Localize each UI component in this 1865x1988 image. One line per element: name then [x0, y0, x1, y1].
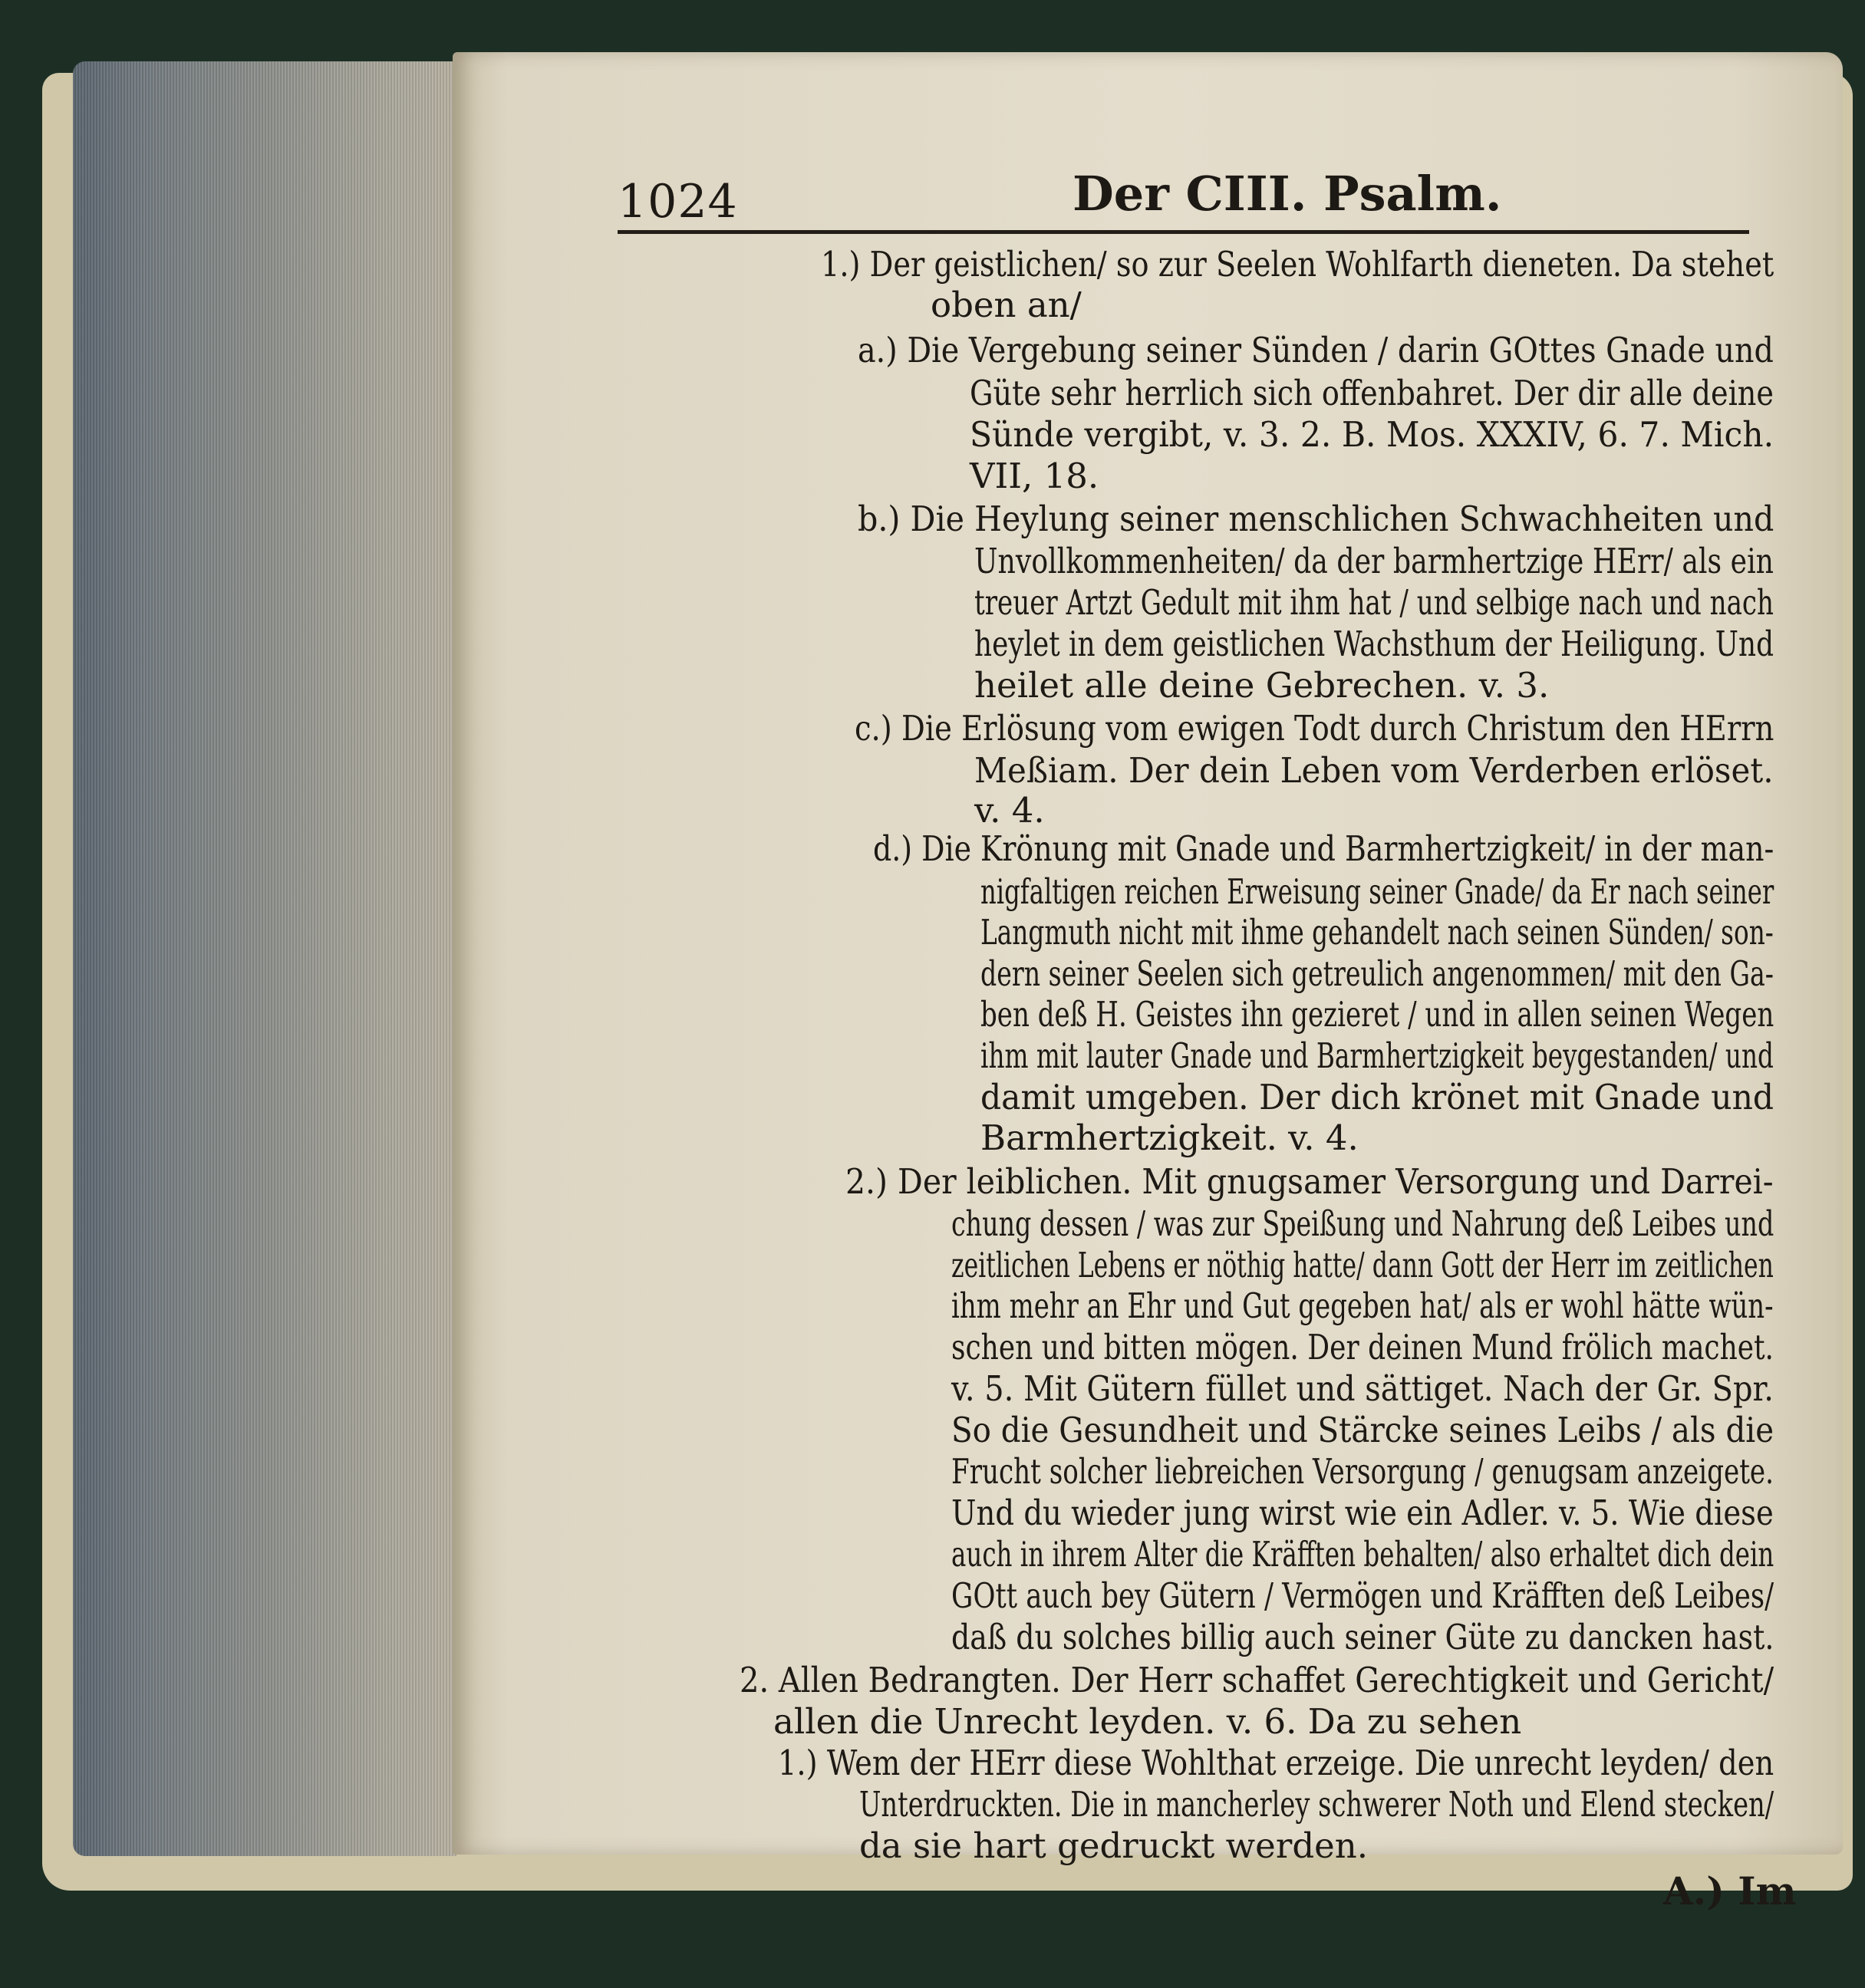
- text-line: damit umgeben. Der dich krönet mit Gnade und: [980, 1077, 1774, 1117]
- text-line: VII, 18.: [970, 456, 1099, 496]
- text-line: 2. Allen Bedrangten. Der Herr schaffet Gerechtigkeit und Gericht/: [740, 1660, 1774, 1700]
- text-line: ihm mehr an Ehr und Gut gegeben hat/ als er wohl hätte wün-: [951, 1285, 1774, 1326]
- text-line: allen die Unrecht leyden. v. 6. Da zu sehen: [773, 1701, 1522, 1742]
- text-line: Sünde vergibt, v. 3. 2. B. Mos. XXXIV, 6. 7. Mich.: [970, 414, 1774, 455]
- text-line: v. 5. Mit Gütern füllet und sättiget. Nach der Gr. Spr.: [951, 1368, 1774, 1409]
- text-line: Und du wieder jung wirst wie ein Adler. v. 5. Wie diese: [951, 1493, 1774, 1533]
- text-line: 1.) Der geistlichen/ so zur Seelen Wohlfarth dieneten. Da stehet: [821, 244, 1774, 285]
- text-line: Barmhertzigkeit. v. 4.: [980, 1117, 1359, 1158]
- text-line: ben deß H. Geistes ihn gezieret / und in allen seinen Wegen: [980, 994, 1774, 1035]
- text-line: v. 4.: [974, 790, 1045, 831]
- text-line: treuer Artzt Gedult mit ihm hat / und selbige nach und nach: [974, 582, 1774, 623]
- text-line: Unterdruckten. Die in mancherley schwerer Noth und Elend stecken/: [859, 1784, 1774, 1825]
- book-page: [453, 52, 1843, 1914]
- text-line: 1.) Wem der HErr diese Wohlthat erzeige. Die unrecht leyden/ den: [778, 1743, 1774, 1783]
- text-line: 2.) Der leiblichen. Mit gnugsamer Versorgung und Darrei-: [845, 1161, 1774, 1202]
- running-head: Der CIII. Psalm.: [1073, 166, 1502, 222]
- text-line: ihm mit lauter Gnade und Barmhertzigkeit beygestanden/ und: [980, 1035, 1774, 1076]
- text-line: oben an/: [931, 285, 1082, 325]
- text-line: heilet alle deine Gebrechen. v. 3.: [974, 665, 1550, 706]
- text-line: heylet in dem geistlichen Wachsthum der Heiligung. Und: [974, 624, 1774, 664]
- text-line: b.) Die Heylung seiner menschlichen Schwachheiten und: [858, 499, 1774, 539]
- page-number: 1024: [618, 175, 738, 229]
- text-line: Unvollkommenheiten/ da der barmhertzige HErr/ als ein: [974, 541, 1774, 581]
- text-line: a.) Die Vergebung seiner Sünden / darin GOttes Gnade und: [858, 330, 1774, 370]
- text-line: schen und bitten mögen. Der deinen Mund frölich machet.: [951, 1327, 1774, 1368]
- text-line: nigfaltigen reichen Erweisung seiner Gnade/ da Er nach seiner: [980, 871, 1774, 912]
- text-line: chung dessen / was zur Speißung und Nahrung deß Leibes und: [951, 1203, 1774, 1244]
- text-line: daß du solches billig auch seiner Güte zu dancken hast.: [951, 1617, 1774, 1657]
- text-line: Langmuth nicht mit ihme gehandelt nach seinen Sünden/ son-: [980, 912, 1774, 953]
- text-line: GOtt auch bey Gütern / Vermögen und Kräfften deß Leibes/: [951, 1575, 1774, 1616]
- text-line: Frucht solcher liebreichen Versorgung / genugsam anzeigete.: [951, 1451, 1774, 1492]
- page-fore-edge: [73, 61, 456, 1856]
- text-line: So die Gesundheit und Stärcke seines Leibs / als die: [951, 1410, 1774, 1450]
- text-line: da sie hart gedruckt werden.: [859, 1825, 1369, 1866]
- catchword: A.) Im: [1663, 1868, 1797, 1914]
- text-line: d.) Die Krönung mit Gnade und Barmhertzigkeit/ in der man-: [873, 828, 1774, 869]
- text-line: c.) Die Erlösung vom ewigen Todt durch Christum den HErrn: [855, 708, 1774, 749]
- text-line: Güte sehr herrlich sich offenbahret. Der dir alle deine: [970, 373, 1774, 413]
- header-rule: [618, 230, 1749, 234]
- text-line: zeitlichen Lebens er nöthig hatte/ dann Gott der Herr im zeitlichen: [951, 1245, 1774, 1285]
- text-line: Meßiam. Der dein Leben vom Verderben erlöset.: [974, 750, 1774, 791]
- text-line: auch in ihrem Alter die Kräfften behalten/ also erhaltet dich dein: [951, 1534, 1774, 1575]
- text-line: dern seiner Seelen sich getreulich angenommen/ mit den Ga-: [980, 953, 1774, 994]
